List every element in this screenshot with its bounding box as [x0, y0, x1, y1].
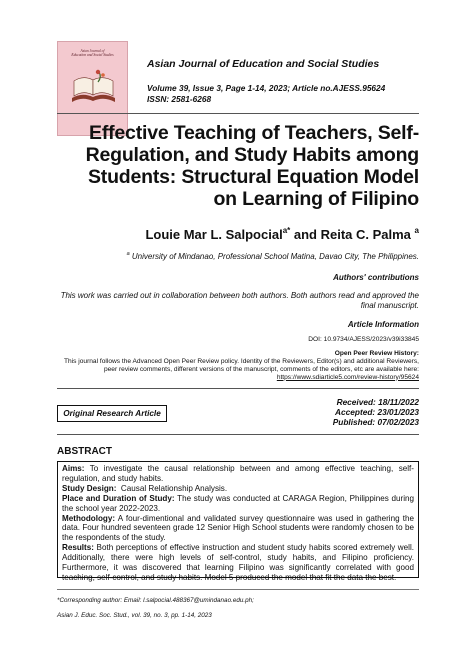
published-date: Published: 07/02/2023 [332, 417, 419, 427]
title-line: Regulation, and Study Habits among [85, 144, 419, 166]
title-line: on Learning of Filipino [213, 188, 419, 210]
cover-book-illustration [68, 68, 119, 108]
cover-title-line: Education and Social Studies [71, 53, 114, 58]
paper-title [57, 122, 419, 210]
corresponding-author: *Corresponding author: Email: l.salpocial.488367@umindanao.edu.ph; [57, 597, 254, 604]
review-line: This journal follows the Advanced Open Peer Review policy. Identity of the Reviewers, Editor(s) and additional Reviewers, [63, 358, 419, 365]
abstract-place [62, 494, 414, 514]
review-history-heading: Open Peer Review History: [334, 350, 419, 357]
contributions-line: This work was carried out in collaboration between both authors. Both authors read and approved the [60, 291, 419, 300]
abstract-design [62, 484, 414, 494]
abstract-aims [62, 464, 414, 484]
affiliation-superscript: a [126, 251, 130, 257]
received-date: Received: 18/11/2022 [336, 397, 419, 407]
doi: DOI: 10.9734/AJESS/2023/v39i33845 [308, 336, 419, 343]
cover-title [64, 49, 121, 58]
abstract-text: Causal Relationship Analysis. [116, 483, 228, 493]
author-superscript: a [414, 226, 419, 235]
info-divider [57, 388, 419, 389]
citation: Asian J. Educ. Soc. Stud., vol. 39, no. 3, pp. 1-14, 2023 [57, 612, 212, 619]
footer-divider [57, 589, 419, 590]
abstract-methodology [62, 514, 414, 544]
author-name: Louie Mar L. Salpocial [145, 227, 283, 242]
abstract-box [57, 461, 419, 582]
accepted-date: Accepted: 23/01/2023 [335, 407, 419, 417]
affiliation-text: University of Mindanao, Professional School Matina, Davao City, The Philippines. [129, 252, 419, 261]
abstract-results [62, 543, 414, 583]
abstract-label: Study Design: [62, 483, 117, 493]
author-name: Reita C. Palma [320, 227, 411, 242]
abstract-heading: ABSTRACT [57, 446, 112, 457]
abstract-label: Aims: [62, 464, 85, 473]
volume-info [147, 83, 385, 104]
header-divider [57, 113, 419, 114]
abstract-text: The study was conducted at CARAGA Region, Philippines during the school year 2022-2023. [62, 493, 414, 513]
volume-line: Volume 39, Issue 3, Page 1-14, 2023; Article no.AJESS.95624 [147, 83, 386, 93]
author-superscript: a* [282, 226, 291, 235]
abstract-text: To investigate the causal relationship between and among effective teaching, self-regulation, and study habits. [62, 464, 414, 483]
title-line: Effective Teaching of Teachers, Self- [89, 122, 419, 144]
contributions-text [57, 291, 419, 311]
dates-divider [57, 434, 419, 435]
article-info-heading: Article Information [347, 320, 419, 329]
journal-name: Asian Journal of Education and Social Studies [147, 58, 380, 70]
title-line: Students: Structural Equation Model [87, 166, 419, 188]
author-list [57, 226, 419, 242]
affiliation [57, 251, 419, 261]
review-history-text [57, 358, 419, 381]
review-history-link[interactable]: https://www.sdiarticle5.com/review-history/95624 [276, 373, 419, 381]
abstract-label: Place and Duration of Study: [62, 493, 175, 503]
review-line: peer review comments, different versions of the manuscript, comments of the editors, etc are available here: [103, 365, 419, 373]
cover-title-line: Asian Journal of [80, 49, 105, 53]
contributions-heading: Authors' contributions [333, 273, 419, 282]
contributions-line: final manuscript. [360, 301, 419, 310]
issn-line: ISSN: 2581-6268 [147, 93, 212, 104]
abstract-label: Methodology: [62, 513, 116, 523]
abstract-text: Both perceptions of effective instruction and student study habits scored extremely well. Additionally, there were high levels of self-control, study habits, and Filipino proficiency. Furthermore, it was discovered that learning Filipino was significantly correlated with good teaching, self-control, and study habits. Model 5 produced the model that fit the data the best. [62, 543, 414, 582]
abstract-text: A four-dimentional and validated survey questionnaire was used in gathering the data. Four hundred seventeen grade 12 Senior High School students were randomly chosen to be the respondents of the study. [62, 513, 414, 543]
abstract-label: Results: [62, 543, 94, 553]
author-conjunction: and [290, 227, 321, 242]
article-type-badge: Original Research Article [57, 405, 167, 422]
article-dates [260, 397, 419, 427]
